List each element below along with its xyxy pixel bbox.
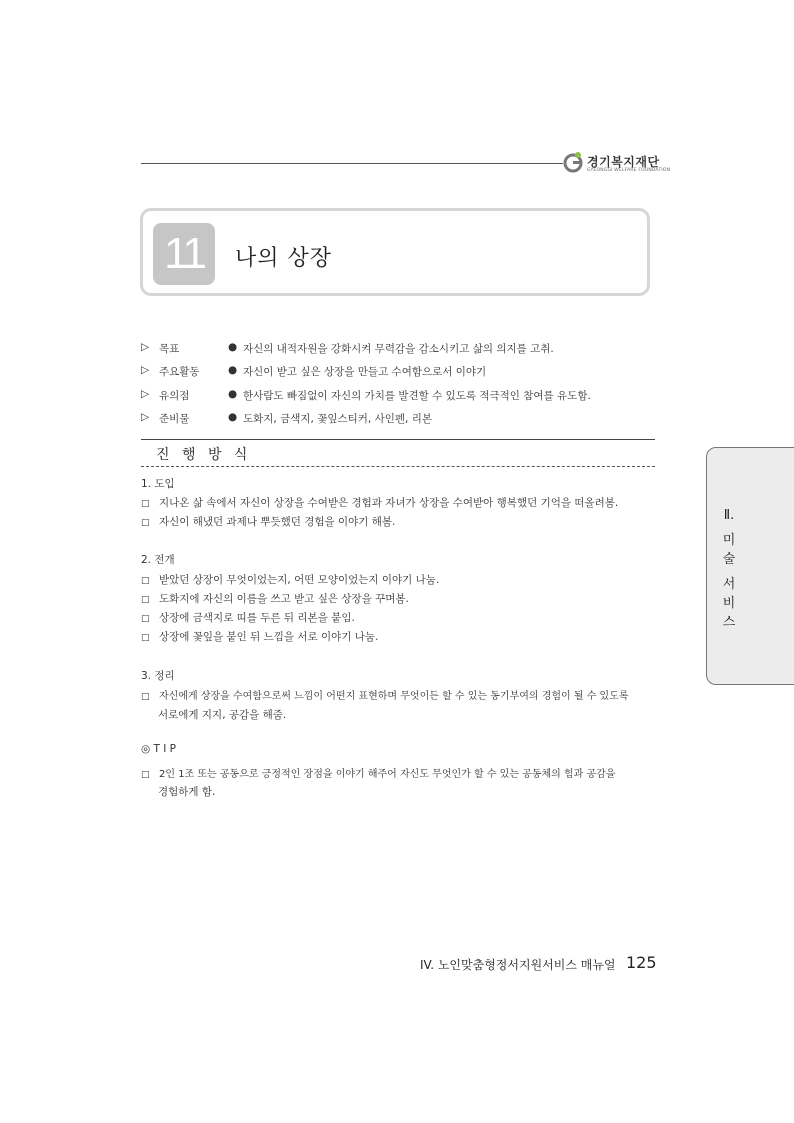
bullet-icon: ● xyxy=(228,341,238,353)
side-tab-char: 미 xyxy=(722,533,736,548)
list-item xyxy=(141,610,355,625)
bullet-icon: ● xyxy=(228,411,238,423)
list-item xyxy=(141,629,378,644)
list-item xyxy=(141,765,615,780)
logo-subtext: GYEONGGI WELFARE FOUNDATION xyxy=(587,168,671,173)
list-item-text: 도화지에 자신의 이름을 쓰고 받고 싶은 상장을 꾸며봄. xyxy=(159,593,409,605)
section-rule xyxy=(141,439,655,440)
triangle-marker-icon: ▷ xyxy=(141,388,150,400)
tip-heading: ◎ T I P xyxy=(141,743,177,755)
logo-mark-icon xyxy=(563,150,585,174)
logo-text: 경기복지재단 xyxy=(587,155,660,169)
meta-label: 준비물 xyxy=(159,413,190,425)
side-tab-char: 서 xyxy=(722,577,736,592)
meta-value: 도화지, 금색지, 꽃잎스티커, 사인펜, 리본 xyxy=(243,413,432,425)
meta-value: 한사람도 빠짐없이 자신의 가치를 발견할 수 있도록 적극적인 참여를 유도함. xyxy=(243,390,591,402)
intro-heading: 1. 도입 xyxy=(141,478,175,490)
meta-row-activity xyxy=(141,364,487,378)
checkbox-icon: □ xyxy=(141,595,150,605)
foundation-logo xyxy=(563,150,671,178)
side-tab-char: 스 xyxy=(722,615,736,630)
side-tab-char: 비 xyxy=(722,596,736,611)
header-rule xyxy=(141,163,563,164)
triangle-marker-icon: ▷ xyxy=(141,411,150,423)
meta-label: 유의점 xyxy=(159,390,190,402)
checkbox-icon: □ xyxy=(141,633,150,643)
meta-row-caution xyxy=(141,388,591,402)
meta-row-goal xyxy=(141,341,554,355)
checkbox-icon: □ xyxy=(141,770,150,780)
list-item-text: 상장에 금색지로 띠를 두른 뒤 리본을 붙임. xyxy=(159,612,355,624)
list-item-text: 자신이 해냈던 과제나 뿌듯했던 경험을 이야기 해봄. xyxy=(159,516,396,528)
checkbox-icon: □ xyxy=(141,614,150,624)
list-item-text: 받았던 상장이 무엇이었는지, 어떤 모양이었는지 이야기 나눔. xyxy=(159,574,440,586)
triangle-marker-icon: ▷ xyxy=(141,364,150,376)
bullet-icon: ● xyxy=(228,388,238,400)
meta-value: 자신의 내적자원을 강화시켜 무력감을 감소시키고 삶의 의지를 고취. xyxy=(243,343,554,355)
side-tab-char: 술 xyxy=(722,552,736,567)
meta-value: 자신이 받고 싶은 상장을 만들고 수여함으로서 이야기 xyxy=(243,366,487,378)
checkbox-icon: □ xyxy=(141,692,150,702)
activity-title: 나의 상장 xyxy=(235,246,333,271)
section-dotted-rule xyxy=(141,466,655,467)
list-item-text: 2인 1조 또는 공동으로 긍정적인 장점을 이야기 해주어 자신도 무엇인가 할 수 있는 공동체의 힘과 공감을 xyxy=(159,769,616,780)
list-item-text: 지나온 삶 속에서 자신이 상장을 수여받은 경험과 자녀가 상장을 수여받아 행복했던 기억을 떠올려봄. xyxy=(159,497,619,509)
list-item-continuation: 서로에게 지지, 공감을 해줌. xyxy=(158,709,287,721)
meta-label: 목표 xyxy=(159,343,180,355)
section-title: 진 행 방 식 xyxy=(156,447,252,463)
side-tab-roman: Ⅱ. xyxy=(723,508,735,523)
checkbox-icon: □ xyxy=(141,518,150,528)
list-item xyxy=(141,495,618,510)
side-tab-label xyxy=(719,506,739,632)
list-item-text: 자신에게 상장을 수여함으로써 느낌이 어떤지 표현하며 무엇이든 할 수 있는 동기부여의 경험이 될 수 있도록 xyxy=(159,691,629,702)
list-item xyxy=(141,591,409,606)
activity-title-box xyxy=(140,208,650,296)
wrapup-heading: 3. 정리 xyxy=(141,670,175,682)
list-item-text: 상장에 꽃잎을 붙인 뒤 느낌을 서로 이야기 나눔. xyxy=(159,631,379,643)
page-number: 125 xyxy=(626,953,657,972)
meta-row-materials xyxy=(141,411,432,425)
meta-label: 주요활동 xyxy=(159,366,200,378)
list-item xyxy=(141,572,439,587)
activity-number: 11 xyxy=(153,223,215,285)
list-item-continuation: 경험하게 함. xyxy=(158,786,216,798)
triangle-marker-icon: ▷ xyxy=(141,341,150,353)
chapter-side-tab xyxy=(706,447,794,685)
checkbox-icon: □ xyxy=(141,576,150,586)
list-item xyxy=(141,514,395,529)
bullet-icon: ● xyxy=(228,364,238,376)
footer-title: IV. 노인맞춤형정서지원서비스 매뉴얼 xyxy=(420,958,616,972)
development-heading: 2. 전개 xyxy=(141,554,175,566)
list-item xyxy=(141,687,629,702)
checkbox-icon: □ xyxy=(141,499,150,509)
